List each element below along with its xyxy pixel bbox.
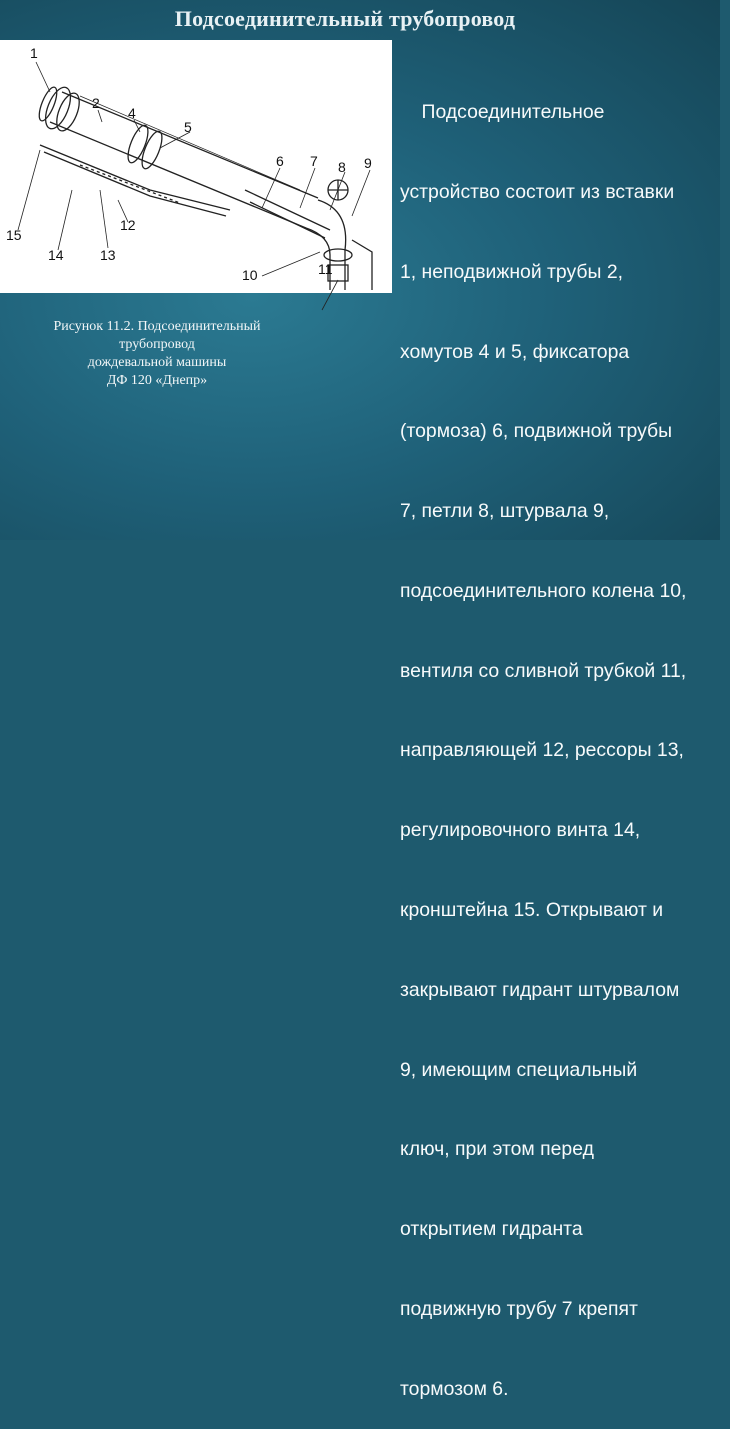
body-line: открытием гидранта bbox=[400, 1218, 583, 1241]
caption-line: дождевальной машины bbox=[87, 355, 227, 370]
callout-1: 1 bbox=[30, 45, 38, 61]
body-line: вентиля со сливной трубкой 11, bbox=[400, 659, 687, 682]
callout-15: 15 bbox=[6, 227, 22, 243]
body-line: закрывают гидрант штурвалом bbox=[400, 978, 680, 1001]
body-line: 7, петли 8, штурвала 9, bbox=[400, 500, 610, 523]
body-line: подсоединительного колена 10, bbox=[400, 579, 687, 602]
callout-4: 4 bbox=[128, 105, 136, 121]
callout-7: 7 bbox=[310, 153, 318, 169]
callout-6: 6 bbox=[276, 153, 284, 169]
body-line: направляющей 12, рессоры 13, bbox=[400, 739, 684, 762]
callout-2: 2 bbox=[92, 95, 100, 111]
body-line: Подсоединительное bbox=[400, 101, 605, 124]
description-text bbox=[400, 46, 730, 1429]
callout-8: 8 bbox=[338, 159, 346, 175]
figure-caption bbox=[22, 318, 292, 390]
caption-line: Рисунок 11.2. Подсоединительный bbox=[53, 319, 261, 334]
body-line: устройство состоит из вставки bbox=[400, 180, 675, 203]
body-line: (тормоза) 6, подвижной трубы bbox=[400, 420, 673, 443]
body-line: подвижную трубу 7 крепят bbox=[400, 1297, 638, 1320]
callout-14: 14 bbox=[48, 247, 64, 263]
callout-5: 5 bbox=[184, 119, 192, 135]
callout-9: 9 bbox=[364, 155, 372, 171]
callout-13: 13 bbox=[100, 247, 116, 263]
body-line: кронштейна 15. Открывают и bbox=[400, 899, 664, 921]
callout-11: 11 bbox=[318, 261, 333, 277]
pipeline-drawing bbox=[0, 40, 392, 293]
callout-10: 10 bbox=[242, 267, 258, 283]
body-line: 9, имеющим специальный bbox=[400, 1058, 638, 1081]
body-line: регулировочного винта 14, bbox=[400, 819, 641, 842]
body-line: хомутов 4 и 5, фиксатора bbox=[400, 340, 630, 363]
body-line: 1, неподвижной трубы 2, bbox=[400, 260, 624, 283]
callout-12: 12 bbox=[120, 217, 136, 233]
pipeline-figure bbox=[0, 40, 392, 293]
body-line: тормозом 6. bbox=[400, 1377, 509, 1400]
caption-line: ДФ 120 «Днепр» bbox=[106, 373, 208, 388]
body-line: ключ, при этом перед bbox=[400, 1138, 594, 1161]
caption-line: трубопровод bbox=[119, 337, 195, 352]
slide-title: Подсоединительный трубопровод bbox=[174, 6, 516, 31]
